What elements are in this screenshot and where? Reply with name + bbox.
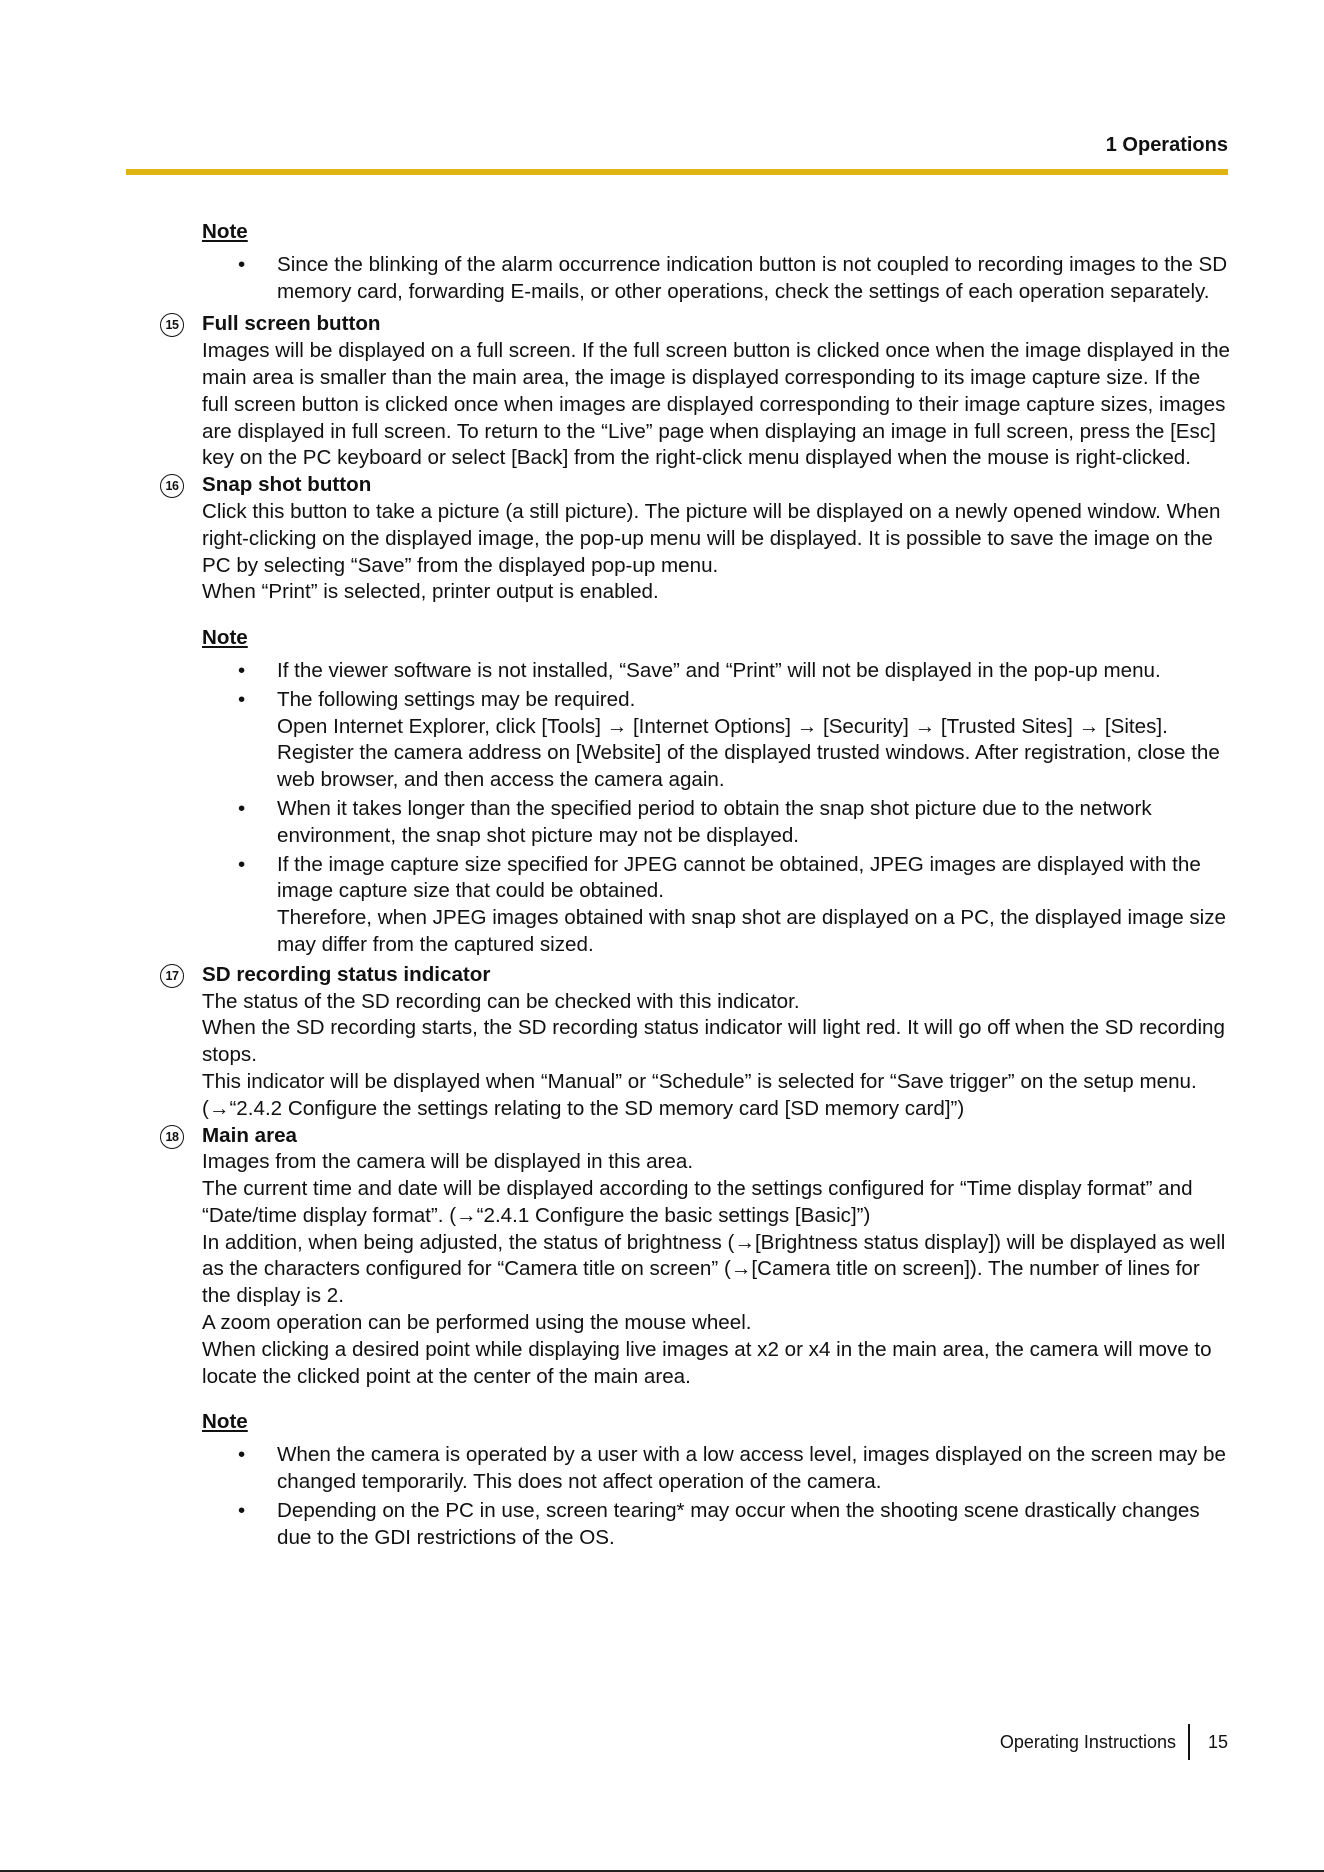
- note-list: [202, 658, 1230, 959]
- sections-container: [165, 311, 1230, 1551]
- note-item: [202, 658, 1230, 685]
- note-item: [202, 1442, 1230, 1496]
- section-title: SD recording status indicator: [202, 962, 491, 986]
- page-number: 15: [1207, 1731, 1228, 1752]
- note-item-text: When the camera is operated by a user with a low access level, images displayed on the screen may be changed temporarily. This does not affect operation of the camera.: [277, 1443, 1226, 1494]
- circled-number-icon: 17: [160, 964, 184, 988]
- note-item-text: When it takes longer than the specified period to obtain the snap shot picture due to the network environment, the snap shot picture may not be displayed.: [277, 796, 1152, 847]
- section-paragraph: In addition, when being adjusted, the status of brightness (→[Brightness status display]) will be displayed as well as the characters configured for “Camera title on screen” (→[Camera title on screen]). The number of lines for the display is 2.: [202, 1230, 1226, 1308]
- section-paragraph: Images will be displayed on a full screen. If the full screen button is clicked once when the image displayed in the main area is smaller than the main area, the image is displayed corresponding to its image capture size. If the full screen button is clicked once when images are displayed corresponding to their image capture sizes, images are displayed in full screen. To return to the “Live” page when displaying an image in full screen, press the [Esc] key on the PC keyboard or select [Back] from the right-click menu displayed when the mouse is right-clicked.: [202, 339, 1230, 470]
- circled-number-icon: 15: [160, 313, 184, 337]
- section-paragraph: This indicator will be displayed when “Manual” or “Schedule” is selected for “Save trigger” on the setup menu. (→“2.4.2 Configure the settings relating to the SD memory card [SD memory card]”): [202, 1069, 1197, 1120]
- note-item-text: Therefore, when JPEG images obtained with snap shot are displayed on a PC, the displayed image size may differ from the captured sized.: [277, 906, 1226, 956]
- bullet-icon: •: [238, 796, 246, 820]
- section-title: Main area: [202, 1123, 298, 1147]
- section-title: Full screen button: [202, 312, 381, 336]
- bullet-icon: •: [238, 852, 246, 876]
- bullet-icon: •: [238, 687, 246, 711]
- page-footer: [1000, 1724, 1228, 1760]
- section-paragraph: Images from the camera will be displayed in this area.: [202, 1150, 694, 1174]
- note-block: [202, 625, 1230, 959]
- note-item-text: Depending on the PC in use, screen tearing* may occur when the shooting scene drastically changes due to the GDI restrictions of the OS.: [277, 1498, 1200, 1549]
- bullet-icon: •: [238, 1443, 246, 1467]
- section-paragraph: Click this button to take a picture (a still picture). The picture will be displayed on a newly opened window. When right-clicking on the displayed image, the pop-up menu will be displayed. It is possible to save the image on the PC by selecting “Save” from the displayed pop-up menu.: [202, 499, 1221, 577]
- note-item-text: The following settings may be required.: [277, 687, 636, 711]
- section-title: Snap shot button: [202, 473, 372, 497]
- bullet-icon: •: [238, 252, 246, 276]
- section-paragraph: A zoom operation can be performed using the mouse wheel.: [202, 1311, 752, 1335]
- note-item: [202, 1498, 1230, 1552]
- note-title: Note: [202, 626, 248, 650]
- note-item-text: If the viewer software is not installed, “Save” and “Print” will not be displayed in the pop-up menu.: [277, 658, 1161, 682]
- section-paragraph: When clicking a desired point while displaying live images at x2 or x4 in the main area, the camera will move to locate the clicked point at the center of the main area.: [202, 1337, 1212, 1388]
- section-paragraph: When “Print” is selected, printer output is enabled.: [202, 580, 659, 604]
- circled-number-icon: 18: [160, 1125, 184, 1149]
- note-item-text: Since the blinking of the alarm occurrence indication button is not coupled to recording images to the SD memory card, forwarding E-mails, or other operations, check the settings of each operation separately.: [277, 252, 1228, 303]
- section-paragraph: The status of the SD recording can be checked with this indicator.: [202, 989, 800, 1013]
- note-title: Note: [202, 1410, 248, 1434]
- note-item-text: If the image capture size specified for JPEG cannot be obtained, JPEG images are displayed with the image capture size that could be obtained.: [277, 852, 1201, 903]
- circled-number-icon: 16: [160, 474, 184, 498]
- section-17: [165, 962, 1230, 1123]
- footer-divider: [1188, 1724, 1190, 1760]
- note-item-text: Open Internet Explorer, click [Tools] → [Internet Options] → [Security] → [Trusted Sites] → [Sites]. Register the camera address on [Website] of the displayed trusted windows. After registration, close the web browser, and then access the camera again.: [277, 714, 1220, 792]
- note-block: [202, 219, 1230, 305]
- note-item: [202, 687, 1230, 794]
- section-paragraph: When the SD recording starts, the SD recording status indicator will light red. It will go off when the SD recording stops.: [202, 1016, 1225, 1067]
- bullet-icon: •: [238, 658, 246, 682]
- note-list: [202, 252, 1230, 306]
- note-block: [202, 1409, 1230, 1551]
- note-item: [202, 852, 1230, 959]
- bullet-icon: •: [238, 1498, 246, 1522]
- footer-doc-name: Operating Instructions: [999, 1731, 1176, 1752]
- note-list: [202, 1442, 1230, 1551]
- note-item: [202, 252, 1230, 306]
- header-rule: [126, 169, 1228, 175]
- note-title: Note: [202, 220, 248, 243]
- section-18: [165, 1123, 1230, 1552]
- page-header-section: 1 Operations: [1105, 134, 1228, 156]
- note-item: [202, 796, 1230, 850]
- section-16: [165, 472, 1230, 959]
- page-content: [165, 219, 1230, 1554]
- section-15: [165, 311, 1230, 472]
- section-paragraph: The current time and date will be displayed according to the settings configured for “Time display format” and “Date/time display format”. (→“2.4.1 Configure the basic settings [Basic]”): [202, 1177, 1193, 1227]
